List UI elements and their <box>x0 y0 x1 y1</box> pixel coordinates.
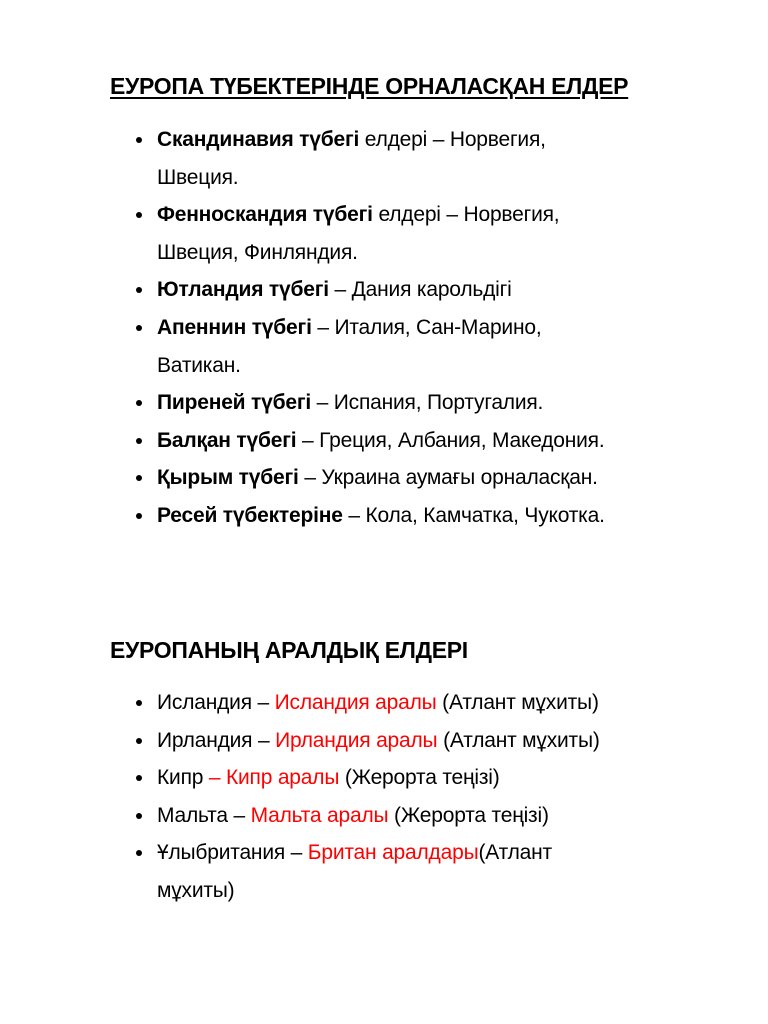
section-title-islands: ЕУРОПАНЫҢ АРАЛДЫҚ ЕЛДЕРІ <box>110 637 468 663</box>
countries-cont: Швеция, Финляндия. <box>157 240 358 264</box>
island-list <box>157 684 600 910</box>
section-title-peninsulas: ЕУРОПА ТҮБЕКТЕРІНДЕ ОРНАЛАСҚАН ЕЛДЕР <box>110 73 629 99</box>
countries: елдері – Норвегия, <box>359 128 546 151</box>
peninsula-name: Ютландия түбегі <box>157 278 329 302</box>
peninsula-name: Балқан түбегі <box>157 428 297 452</box>
list-item <box>157 384 605 422</box>
ocean: (Жерорта теңізі) <box>388 803 549 827</box>
list-item <box>157 271 605 309</box>
list-item <box>157 121 605 196</box>
country: Кипр <box>157 766 209 790</box>
island: Мальта аралы <box>250 803 389 827</box>
list-item <box>157 834 600 909</box>
list-item <box>157 722 600 760</box>
ocean: (Атлант <box>478 841 552 865</box>
list-item <box>157 459 605 497</box>
peninsula-name: Пиреней түбегі <box>157 391 312 415</box>
countries: – Украина аумағы орналасқан. <box>298 466 598 490</box>
island: Исландия аралы <box>274 691 437 714</box>
peninsula-name: Қырым түбегі <box>157 466 299 490</box>
island: Ирландия аралы <box>275 728 438 752</box>
list-item <box>157 309 605 384</box>
peninsula-name: Апеннин түбегі <box>157 315 312 339</box>
list-item <box>157 422 605 460</box>
ocean: (Жерорта теңізі) <box>339 766 500 790</box>
list-item <box>157 797 600 835</box>
list-item <box>157 759 600 797</box>
ocean: (Атлант мұхиты) <box>436 691 599 714</box>
list-item <box>157 196 605 271</box>
countries: – Дания карольдігі <box>328 278 512 302</box>
countries: – Испания, Португалия. <box>311 391 544 415</box>
country: Ұлыбритания – <box>157 841 308 865</box>
country: Ирландия – <box>157 728 276 752</box>
ocean-cont: мұхиты) <box>157 878 235 902</box>
country: Мальта – <box>157 803 251 827</box>
countries-cont: Швеция. <box>157 165 239 189</box>
peninsula-name: Ресей түбектеріне <box>157 503 343 527</box>
list-item <box>157 497 605 535</box>
countries-cont: Ватикан. <box>157 353 241 377</box>
countries: – Кола, Камчатка, Чукотка. <box>342 503 605 527</box>
countries: – Италия, Сан-Марино, <box>311 315 542 339</box>
island: Британ аралдары <box>307 841 479 865</box>
countries: елдері – Норвегия, <box>372 203 560 227</box>
ocean: (Атлант мұхиты) <box>437 728 600 752</box>
countries: – Греция, Албания, Македония. <box>296 428 605 452</box>
list-item <box>157 684 600 722</box>
peninsula-list <box>157 121 605 535</box>
island: – Кипр аралы <box>208 766 340 790</box>
peninsula-name: Фенноскандия түбегі <box>157 203 373 227</box>
peninsula-name: Скандинавия түбегі <box>157 128 360 151</box>
country: Исландия – <box>157 691 275 714</box>
